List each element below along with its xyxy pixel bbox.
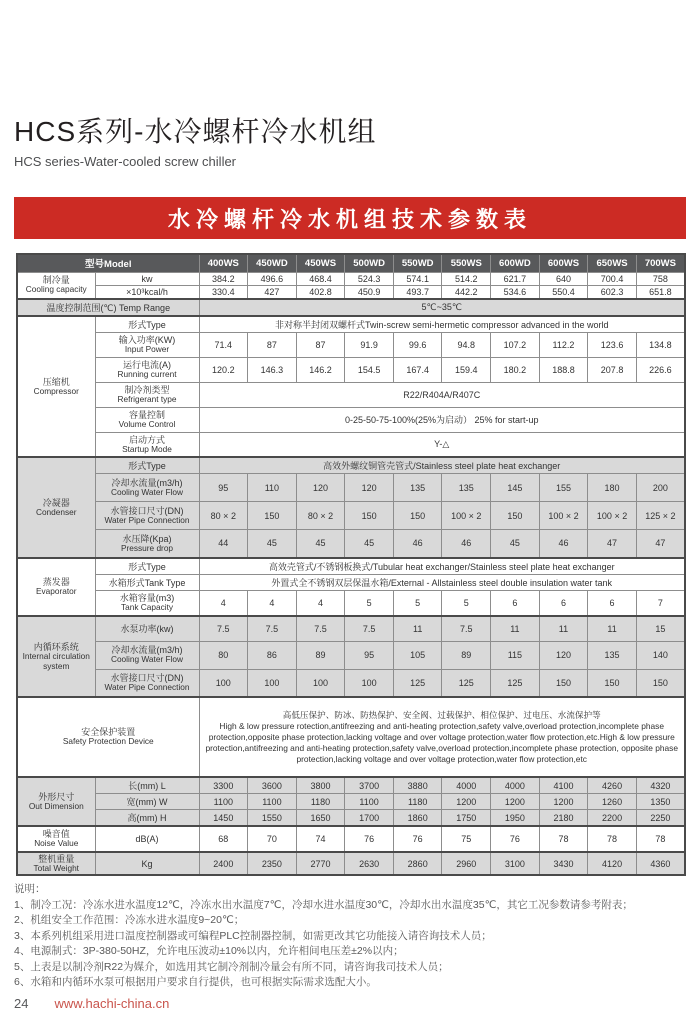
label-en: Evaporator	[35, 586, 77, 597]
width-label: 宽(mm) W	[95, 794, 199, 810]
height-cell: 1650	[296, 810, 345, 827]
noise-cell: 68	[199, 826, 248, 852]
length-cell: 3800	[296, 777, 345, 794]
row-cooling-kcal	[17, 285, 685, 299]
cooling-kcal-cell: 651.8	[636, 285, 685, 299]
row-pressure-drop	[17, 530, 685, 558]
row-pump-power	[17, 616, 685, 641]
cooling-kw-cell: 514.2	[442, 272, 491, 285]
condenser-pipe-cell: 150	[491, 502, 540, 530]
tank-capacity-cell: 7	[636, 590, 685, 616]
label-en: Cooling Water Flow	[110, 486, 184, 497]
weight-cell: 2400	[199, 852, 248, 875]
pump-power-cell: 7.5	[345, 616, 394, 641]
safety-text	[199, 697, 685, 777]
condenser-flow-cell: 180	[588, 474, 637, 502]
internal-pipe-cell: 100	[248, 669, 297, 697]
input-power-cell: 71.4	[199, 332, 248, 357]
condenser-flow-cell: 200	[636, 474, 685, 502]
row-compressor-type	[17, 316, 685, 333]
cooling-kw-cell: 524.3	[345, 272, 394, 285]
label-zh: 蒸发器	[42, 577, 70, 588]
height-cell: 2180	[539, 810, 588, 827]
pump-power-cell: 7.5	[248, 616, 297, 641]
model-header-row	[17, 254, 685, 272]
pump-power-cell: 11	[539, 616, 588, 641]
evaporator-section-label	[17, 558, 95, 617]
input-power-cell: 99.6	[393, 332, 442, 357]
running-current-cell: 180.2	[491, 357, 540, 382]
pressure-drop-cell: 45	[491, 530, 540, 558]
length-cell: 3300	[199, 777, 248, 794]
internal-pipe-cell: 100	[345, 669, 394, 697]
height-cell: 1450	[199, 810, 248, 827]
label-zh: 压缩机	[42, 376, 70, 387]
volume-control-label	[95, 407, 199, 432]
volume-control-value: 0-25-50-75-100%(25%为启动） 25% for start-up	[199, 407, 685, 432]
row-running-current	[17, 357, 685, 382]
running-current-cell: 154.5	[345, 357, 394, 382]
condenser-flow-cell: 155	[539, 474, 588, 502]
condenser-pipe-cell: 80 × 2	[296, 502, 345, 530]
page-title: HCS系列-水冷螺杆冷水机组	[14, 116, 377, 147]
internal-pipe-cell: 150	[539, 669, 588, 697]
running-current-label	[95, 357, 199, 382]
notes-heading: 说明：	[14, 883, 46, 895]
height-cell: 1860	[393, 810, 442, 827]
input-power-cell: 87	[248, 332, 297, 357]
weight-cell: 3100	[491, 852, 540, 875]
startup-mode-value: Y-△	[199, 432, 685, 457]
label-en: Out Dimension	[28, 800, 84, 811]
dimension-section-label	[17, 777, 95, 826]
condenser-type-value: 高效外螺纹铜管壳管式/Stainless steel plate heat exchanger	[199, 457, 685, 474]
internal-pipe-label	[95, 669, 199, 697]
spec-table	[16, 253, 686, 876]
width-cell: 1180	[296, 794, 345, 810]
startup-mode-label	[95, 432, 199, 457]
evaporator-type-label: 形式Type	[95, 558, 199, 575]
row-refrigerant	[17, 382, 685, 407]
website-link[interactable]: www.hachi-china.cn	[54, 996, 170, 1011]
weight-cell: 2860	[393, 852, 442, 875]
pressure-drop-label	[95, 530, 199, 558]
label-en: Tank Capacity	[120, 602, 174, 613]
tank-capacity-cell: 6	[539, 590, 588, 616]
label-zh: 安全保护装置	[81, 727, 136, 738]
label-zh: 制冷剂类型	[124, 384, 170, 395]
width-cell: 1200	[491, 794, 540, 810]
cooling-kcal-cell: 427	[248, 285, 297, 299]
noise-unit: dB(A)	[95, 826, 199, 852]
length-cell: 4320	[636, 777, 685, 794]
width-cell: 1100	[345, 794, 394, 810]
row-safety	[17, 697, 685, 777]
row-internal-flow	[17, 641, 685, 669]
row-length	[17, 777, 685, 794]
noise-cell: 76	[491, 826, 540, 852]
width-cell: 1200	[539, 794, 588, 810]
height-cell: 1750	[442, 810, 491, 827]
page-number: 24	[14, 996, 29, 1011]
pressure-drop-cell: 45	[345, 530, 394, 558]
length-cell: 4100	[539, 777, 588, 794]
label-zh: 冷凝器	[42, 497, 70, 508]
model-header-label: 型号Model	[17, 254, 199, 272]
pressure-drop-cell: 46	[393, 530, 442, 558]
width-cell: 1200	[442, 794, 491, 810]
model-header-cell: 650WS	[588, 254, 637, 272]
noise-label	[17, 826, 95, 852]
label-zh: 冷却水流量(m3/h)	[111, 645, 183, 656]
model-header-cell: 400WS	[199, 254, 248, 272]
cooling-kcal-cell: 330.4	[199, 285, 248, 299]
cooling-kw-cell: 384.2	[199, 272, 248, 285]
internal-flow-cell: 95	[345, 641, 394, 669]
cooling-kcal-cell: 602.3	[588, 285, 637, 299]
label-en: Input Power	[124, 343, 170, 354]
input-power-cell: 91.9	[345, 332, 394, 357]
pressure-drop-cell: 45	[248, 530, 297, 558]
cooling-kcal-cell: 493.7	[393, 285, 442, 299]
weight-label	[17, 852, 95, 875]
model-header-cell: 600WS	[539, 254, 588, 272]
tank-capacity-cell: 5	[442, 590, 491, 616]
page-title-block	[14, 110, 376, 169]
running-current-cell: 188.8	[539, 357, 588, 382]
pump-power-cell: 11	[491, 616, 540, 641]
row-width	[17, 794, 685, 810]
cooling-kcal-cell: 442.2	[442, 285, 491, 299]
label-en: Startup Mode	[122, 443, 172, 454]
running-current-cell: 207.8	[588, 357, 637, 382]
unit-kcal: ×10³kcal/h	[95, 285, 199, 299]
condenser-pipe-label	[95, 502, 199, 530]
cooling-kcal-cell: 534.6	[491, 285, 540, 299]
cooling-kw-cell: 700.4	[588, 272, 637, 285]
label-zh: 运行电流(A)	[123, 359, 171, 370]
compressor-type-value: 非对称半封闭双螺杆式Twin-screw semi-hermetic compressor advanced in the world	[199, 316, 685, 333]
label-en: Noise Value	[34, 838, 79, 849]
pressure-drop-cell: 44	[199, 530, 248, 558]
width-cell: 1350	[636, 794, 685, 810]
internal-flow-cell: 89	[296, 641, 345, 669]
label-zh: 水压降(Kpa)	[122, 533, 172, 544]
condenser-pipe-cell: 80 × 2	[199, 502, 248, 530]
model-header-cell: 600WD	[491, 254, 540, 272]
input-power-cell: 107.2	[491, 332, 540, 357]
height-cell: 2250	[636, 810, 685, 827]
noise-cell: 76	[393, 826, 442, 852]
row-internal-pipe	[17, 669, 685, 697]
weight-cell: 4360	[636, 852, 685, 875]
pump-power-cell: 11	[588, 616, 637, 641]
height-cell: 1950	[491, 810, 540, 827]
condenser-flow-cell: 135	[442, 474, 491, 502]
note-item: 2、机组安全工作范围：冷冻水进水温度9~20℃；	[14, 914, 245, 926]
note-item: 6、水箱和内循环水泵可根据用户要求自行提供，也可根据实际需求选配大小。	[14, 976, 377, 988]
row-evaporator-type	[17, 558, 685, 575]
label-en: Condenser	[35, 506, 77, 517]
tank-capacity-cell: 4	[199, 590, 248, 616]
cooling-kw-cell: 496.6	[248, 272, 297, 285]
row-input-power	[17, 332, 685, 357]
row-noise	[17, 826, 685, 852]
label-en: Volume Control	[118, 418, 176, 429]
condenser-pipe-cell: 125 × 2	[636, 502, 685, 530]
model-header-cell: 450WS	[296, 254, 345, 272]
weight-cell: 2350	[248, 852, 297, 875]
internal-pipe-cell: 125	[393, 669, 442, 697]
pump-power-cell: 7.5	[296, 616, 345, 641]
running-current-cell: 146.3	[248, 357, 297, 382]
label-zh: 冷却水流量(m3/h)	[111, 477, 183, 488]
temp-range-value: 5℃~35℃	[199, 299, 685, 316]
internal-pipe-cell: 125	[442, 669, 491, 697]
cooling-kcal-cell: 550.4	[539, 285, 588, 299]
condenser-pipe-cell: 150	[345, 502, 394, 530]
tank-capacity-cell: 4	[248, 590, 297, 616]
row-volume-control	[17, 407, 685, 432]
internal-pipe-cell: 150	[588, 669, 637, 697]
label-en: Compressor	[33, 385, 79, 396]
label-en: Water Pipe Connection	[104, 682, 190, 693]
model-header-cell: 550WD	[393, 254, 442, 272]
length-cell: 4000	[442, 777, 491, 794]
pressure-drop-cell: 46	[442, 530, 491, 558]
row-temp-range	[17, 299, 685, 316]
running-current-cell: 146.2	[296, 357, 345, 382]
height-cell: 2200	[588, 810, 637, 827]
label-zh: 外形尺寸	[38, 791, 75, 802]
cooling-kw-cell: 621.7	[491, 272, 540, 285]
cooling-kw-cell: 758	[636, 272, 685, 285]
condenser-flow-label	[95, 474, 199, 502]
notes-block	[14, 882, 690, 991]
unit-kw: kw	[95, 272, 199, 285]
noise-cell: 70	[248, 826, 297, 852]
row-cooling-kw	[17, 272, 685, 285]
label-en: Total Weight	[33, 863, 79, 874]
width-cell: 1180	[393, 794, 442, 810]
row-condenser-type	[17, 457, 685, 474]
internal-flow-cell: 120	[539, 641, 588, 669]
row-weight	[17, 852, 685, 875]
note-item: 4、电源制式：3P-380-50HZ，允许电压波动±10%以内，允许相间电压差±2%以内；	[14, 945, 404, 957]
pump-power-cell: 11	[393, 616, 442, 641]
condenser-pipe-cell: 100 × 2	[588, 502, 637, 530]
pressure-drop-cell: 45	[296, 530, 345, 558]
label-zh: 整机重量	[38, 854, 75, 864]
input-power-cell: 94.8	[442, 332, 491, 357]
cooling-kcal-cell: 450.9	[345, 285, 394, 299]
label-en: Cooling capacity	[25, 284, 87, 295]
length-cell: 4260	[588, 777, 637, 794]
tank-capacity-label	[95, 590, 199, 616]
safety-label	[17, 697, 199, 777]
note-item: 3、本系列机组采用进口温度控制器或可编程PLC控制器控制，如需更改其它功能接入请咨询技术人员；	[14, 929, 492, 942]
label-en: Running current	[117, 368, 177, 379]
cooling-capacity-label	[17, 272, 95, 299]
height-cell: 1550	[248, 810, 297, 827]
noise-cell: 76	[345, 826, 394, 852]
condenser-pipe-cell: 150	[393, 502, 442, 530]
internal-flow-cell: 140	[636, 641, 685, 669]
input-power-cell: 87	[296, 332, 345, 357]
input-power-cell: 134.8	[636, 332, 685, 357]
model-header-cell: 700WS	[636, 254, 685, 272]
condenser-flow-cell: 95	[199, 474, 248, 502]
row-startup-mode	[17, 432, 685, 457]
weight-cell: 4120	[588, 852, 637, 875]
refrigerant-value: R22/R404A/R407C	[199, 382, 685, 407]
tank-capacity-cell: 4	[296, 590, 345, 616]
noise-cell: 78	[588, 826, 637, 852]
height-label: 高(mm) H	[95, 810, 199, 827]
condenser-flow-cell: 120	[296, 474, 345, 502]
condenser-flow-cell: 120	[345, 474, 394, 502]
cooling-kcal-cell: 402.8	[296, 285, 345, 299]
input-power-cell: 123.6	[588, 332, 637, 357]
noise-cell: 75	[442, 826, 491, 852]
model-header-cell: 500WD	[345, 254, 394, 272]
weight-unit: Kg	[95, 852, 199, 875]
internal-flow-cell: 115	[491, 641, 540, 669]
height-cell: 1700	[345, 810, 394, 827]
row-condenser-pipe	[17, 502, 685, 530]
input-power-cell: 112.2	[539, 332, 588, 357]
condenser-flow-cell: 145	[491, 474, 540, 502]
length-label: 长(mm) L	[95, 777, 199, 794]
condenser-pipe-cell: 100 × 2	[442, 502, 491, 530]
noise-cell: 78	[539, 826, 588, 852]
tank-type-value: 外置式全不锈钢双层保温水箱/External - Allstainless steel double insulation water tank	[199, 574, 685, 590]
row-condenser-flow	[17, 474, 685, 502]
pump-power-cell: 7.5	[442, 616, 491, 641]
internal-section-label	[17, 616, 95, 697]
pump-power-cell: 7.5	[199, 616, 248, 641]
section-banner: 水冷螺杆冷水机组技术参数表	[14, 197, 686, 239]
row-tank-capacity	[17, 590, 685, 616]
weight-cell: 3430	[539, 852, 588, 875]
length-cell: 4000	[491, 777, 540, 794]
width-cell: 1100	[199, 794, 248, 810]
label-zh: 输入功率(KW)	[118, 334, 176, 345]
condenser-pipe-cell: 100 × 2	[539, 502, 588, 530]
label-en: Pressure drop	[120, 542, 174, 553]
condenser-flow-cell: 110	[248, 474, 297, 502]
internal-flow-cell: 89	[442, 641, 491, 669]
weight-cell: 2630	[345, 852, 394, 875]
compressor-type-label: 形式Type	[95, 316, 199, 333]
length-cell: 3700	[345, 777, 394, 794]
weight-cell: 2960	[442, 852, 491, 875]
label-zh: 容量控制	[129, 409, 166, 420]
label-zh: 水管接口尺寸(DN)	[110, 673, 184, 684]
running-current-cell: 120.2	[199, 357, 248, 382]
internal-flow-cell: 105	[393, 641, 442, 669]
label-zh: 启动方式	[129, 434, 166, 445]
label-zh: 内循环系统	[33, 642, 79, 653]
tank-type-label: 水箱形式Tank Type	[95, 574, 199, 590]
weight-cell: 2770	[296, 852, 345, 875]
internal-pipe-cell: 100	[199, 669, 248, 697]
evaporator-type-value: 高效壳管式/不锈钢板换式/Tubular heat exchanger/Stainless steel plate heat exchanger	[199, 558, 685, 575]
label-zh: 制冷量	[42, 275, 70, 286]
running-current-cell: 226.6	[636, 357, 685, 382]
internal-pipe-cell: 100	[296, 669, 345, 697]
running-current-cell: 167.4	[393, 357, 442, 382]
row-height	[17, 810, 685, 827]
note-item: 1、制冷工况：冷冻水进水温度12℃，冷冻水出水温度7℃，冷却水进水温度30℃，冷却水出水温度35℃，其它工况参数请参考附表；	[14, 898, 633, 911]
pump-power-cell: 15	[636, 616, 685, 641]
temp-range-label: 温度控制范围(℃) Temp Range	[17, 299, 199, 316]
condenser-section-label	[17, 457, 95, 558]
internal-flow-cell: 80	[199, 641, 248, 669]
page-footer	[14, 996, 169, 1011]
compressor-section-label	[17, 316, 95, 458]
refrigerant-label	[95, 382, 199, 407]
condenser-type-label: 形式Type	[95, 457, 199, 474]
pump-power-label: 水泵功率(kw)	[95, 616, 199, 641]
internal-flow-label	[95, 641, 199, 669]
tank-capacity-cell: 6	[491, 590, 540, 616]
internal-flow-cell: 135	[588, 641, 637, 669]
pressure-drop-cell: 47	[636, 530, 685, 558]
safety-text-zh: 高低压保护、防冰、防热保护、安全阀、过载保护、相位保护、过电压、水流保护等	[282, 709, 601, 720]
width-cell: 1260	[588, 794, 637, 810]
condenser-flow-cell: 135	[393, 474, 442, 502]
width-cell: 1100	[248, 794, 297, 810]
input-power-label	[95, 332, 199, 357]
row-tank-type	[17, 574, 685, 590]
label-en: Refrigerant type	[117, 393, 177, 404]
internal-pipe-cell: 150	[636, 669, 685, 697]
label-en: Internal circulation system	[22, 651, 90, 671]
pressure-drop-cell: 46	[539, 530, 588, 558]
condenser-pipe-cell: 150	[248, 502, 297, 530]
noise-cell: 74	[296, 826, 345, 852]
label-en: Safety Protection Device	[62, 736, 154, 747]
length-cell: 3880	[393, 777, 442, 794]
label-en: Water Pipe Connection	[104, 514, 190, 525]
model-header-cell: 450WD	[248, 254, 297, 272]
safety-text-en: High & low pressure rotection,antifreezing and anti-heating protection,safety valve,overload protection,incomplete phase protection,opposite phase protection,lacking voltage and over voltage protection,water flow protection,etc.High & low pressure protection,antifreezing and anti-heating protection,safety valve,overload protection,incomplete phase protection, opposite phase protection,lacking voltage and over voltage protection,water flow protection,etc	[205, 721, 679, 764]
cooling-kw-cell: 574.1	[393, 272, 442, 285]
model-header-cell: 550WS	[442, 254, 491, 272]
internal-flow-cell: 86	[248, 641, 297, 669]
label-en: Cooling Water Flow	[110, 654, 184, 665]
tank-capacity-cell: 5	[393, 590, 442, 616]
tank-capacity-cell: 5	[345, 590, 394, 616]
label-zh: 水箱容量(m3)	[119, 593, 175, 604]
running-current-cell: 159.4	[442, 357, 491, 382]
label-zh: 噪音值	[42, 829, 70, 840]
noise-cell: 78	[636, 826, 685, 852]
length-cell: 3600	[248, 777, 297, 794]
note-item: 5、上表是以制冷剂R22为媒介，如选用其它制冷剂制冷量会有所不同，请咨询我司技术人员；	[14, 960, 449, 973]
label-zh: 水管接口尺寸(DN)	[110, 505, 184, 516]
internal-pipe-cell: 125	[491, 669, 540, 697]
cooling-kw-cell: 640	[539, 272, 588, 285]
tank-capacity-cell: 6	[588, 590, 637, 616]
page-subtitle: HCS series-Water-cooled screw chiller	[14, 154, 237, 169]
cooling-kw-cell: 468.4	[296, 272, 345, 285]
pressure-drop-cell: 47	[588, 530, 637, 558]
